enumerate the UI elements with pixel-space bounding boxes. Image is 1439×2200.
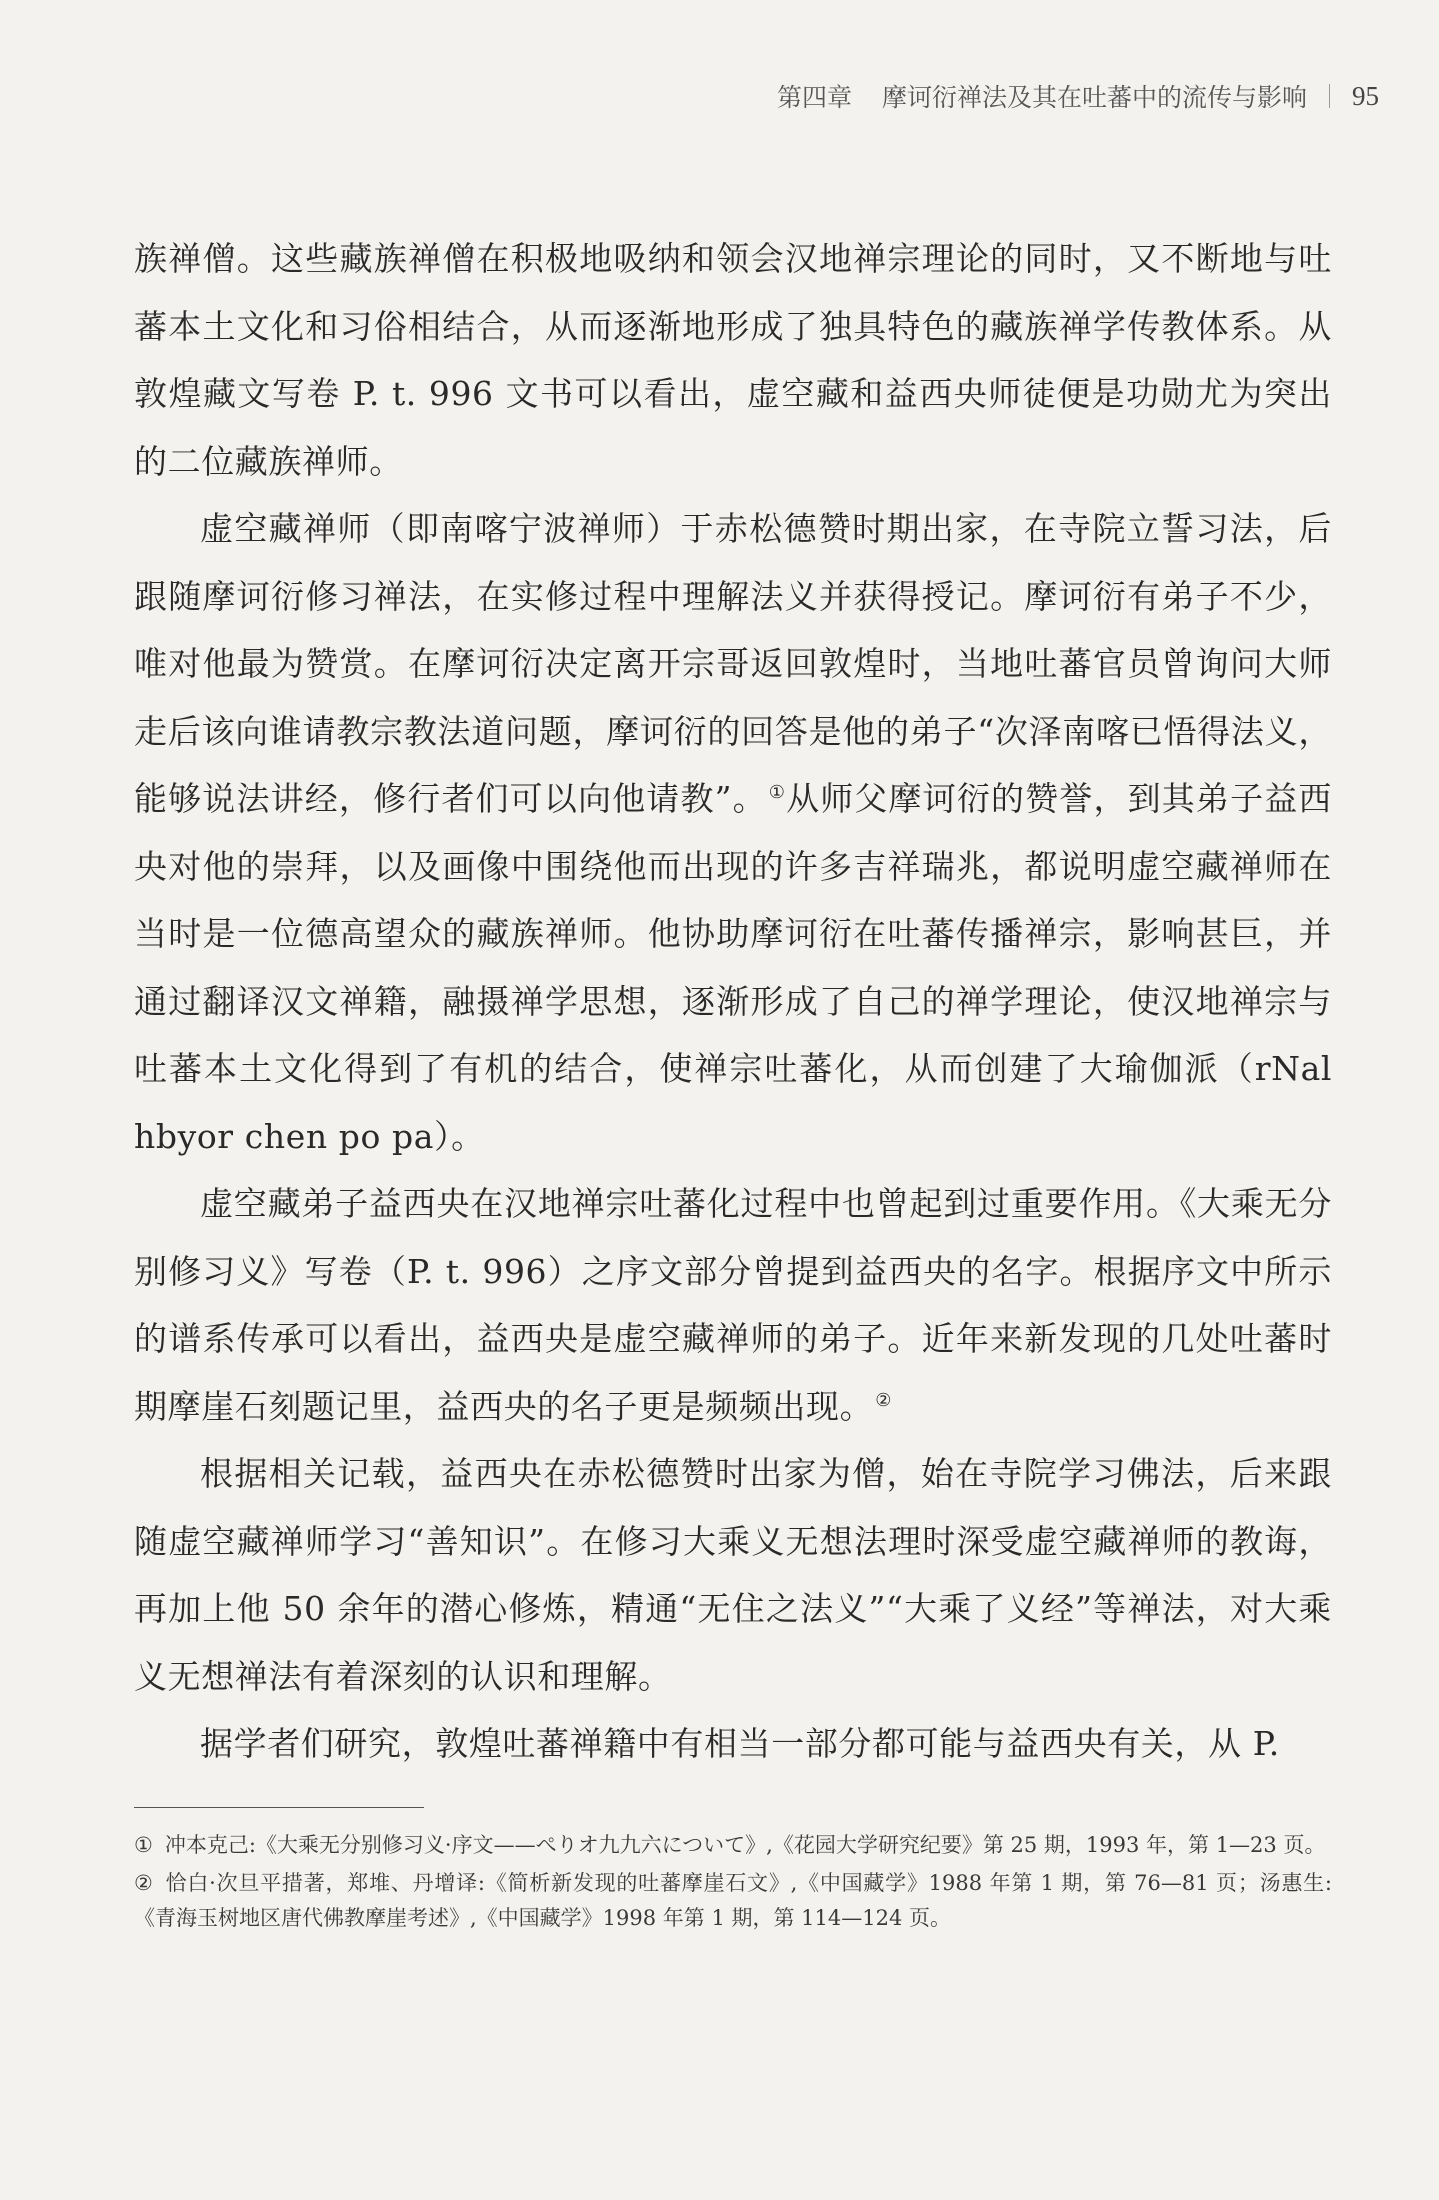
footnote bbox=[134, 1828, 1332, 1863]
footnote-text: 恰白·次旦平措著，郑堆、丹增译:《简析新发现的吐蕃摩崖石文》,《中国藏学》1988 年第 1 期，第 76—81 页；汤惠生:《青海玉树地区唐代佛教摩崖考述》,《中国藏学》1998 年第 1 期，第 114—124 页。 bbox=[134, 1871, 1333, 1930]
footnote-rule bbox=[134, 1807, 424, 1808]
footnote-number: ② bbox=[134, 1871, 154, 1895]
paragraph bbox=[134, 1170, 1332, 1440]
paragraph: 据学者们研究，敦煌吐蕃禅籍中有相当一部分都可能与益西央有关，从 P. bbox=[200, 1724, 1280, 1763]
footnotes bbox=[134, 1828, 1332, 1939]
paragraph-continued: 族禅僧。这些藏族禅僧在积极地吸纳和领会汉地禅宗理论的同时，又不断地与吐蕃本土文化和习俗相结合，从而逐渐地形成了独具特色的藏族禅学传教体系。从敦煌藏文写卷 P. t. 996 文书可以看出，虚空藏和益西央师徒便是功勋尤为突出的二位藏族禅师。 bbox=[134, 239, 1332, 481]
footnote-ref-2[interactable]: ② bbox=[875, 1389, 892, 1411]
page-number: 95 bbox=[1352, 80, 1379, 111]
chapter-title: 摩诃衍禅法及其在吐蕃中的流传与影响 bbox=[881, 83, 1307, 112]
footnote-ref-1[interactable]: ① bbox=[768, 782, 787, 803]
footnote bbox=[134, 1866, 1332, 1936]
paragraph-text: 虚空藏弟子益西央在汉地禅宗吐蕃化过程中也曾起到过重要作用。《大乘无分别修习义》写卷（P. t. 996）之序文部分曾提到益西央的名字。根据序文中所示的谱系传承可以看出，益西央是虚空藏禅师的弟子。近年来新发现的几处吐蕃时期摩崖石刻题记里，益西央的名子更是频频出现。 bbox=[134, 1184, 1332, 1426]
running-header bbox=[777, 78, 1379, 114]
paragraph-text: 从师父摩诃衍的赞誉，到其弟子益西央对他的崇拜，以及画像中围绕他而出现的许多吉祥瑞兆，都说明虚空藏禅师在当时是一位德高望众的藏族禅师。他协助摩诃衍在吐蕃传播禅宗，影响甚巨，并通过翻译汉文禅籍，融摄禅学思想，逐渐形成了自己的禅学理论，使汉地禅宗与吐蕃本土文化得到了有机的结合，使禅宗吐蕃化，从而创建了大瑜伽派（rNal hbyor chen po pa）。 bbox=[134, 779, 1332, 1156]
body-text bbox=[134, 225, 1332, 1778]
footnote-text: 冲本克己:《大乘无分别修习义·序文——ぺりオ九九六について》,《花园大学研究纪要》第 25 期，1993 年，第 1—23 页。 bbox=[164, 1833, 1326, 1857]
footnote-number: ① bbox=[134, 1833, 153, 1857]
paragraph: 根据相关记载，益西央在赤松德赞时出家为僧，始在寺院学习佛法，后来跟随虚空藏禅师学习“善知识”。在修习大乘义无想法理时深受虚空藏禅师的教诲，再加上他 50 余年的潜心修炼，精通“无住之法义”“大乘了义经”等禅法，对大乘义无想禅法有着深刻的认识和理解。 bbox=[134, 1454, 1332, 1696]
paragraph bbox=[134, 495, 1332, 1170]
paragraph-text: 虚空藏禅师（即南喀宁波禅师）于赤松德赞时期出家，在寺院立誓习法，后跟随摩诃衍修习禅法，在实修过程中理解法义并获得授记。摩诃衍有弟子不少，唯对他最为赞赏。在摩诃衍决定离开宗哥返回敦煌时，当地吐蕃官员曾询问大师走后该向谁请教宗教法道问题，摩诃衍的回答是他的弟子“次泽南喀已悟得法义，能够说法讲经，修行者们可以向他请教”。 bbox=[134, 509, 1332, 818]
header-divider bbox=[1329, 84, 1330, 108]
chapter-label: 第四章 bbox=[776, 83, 852, 112]
